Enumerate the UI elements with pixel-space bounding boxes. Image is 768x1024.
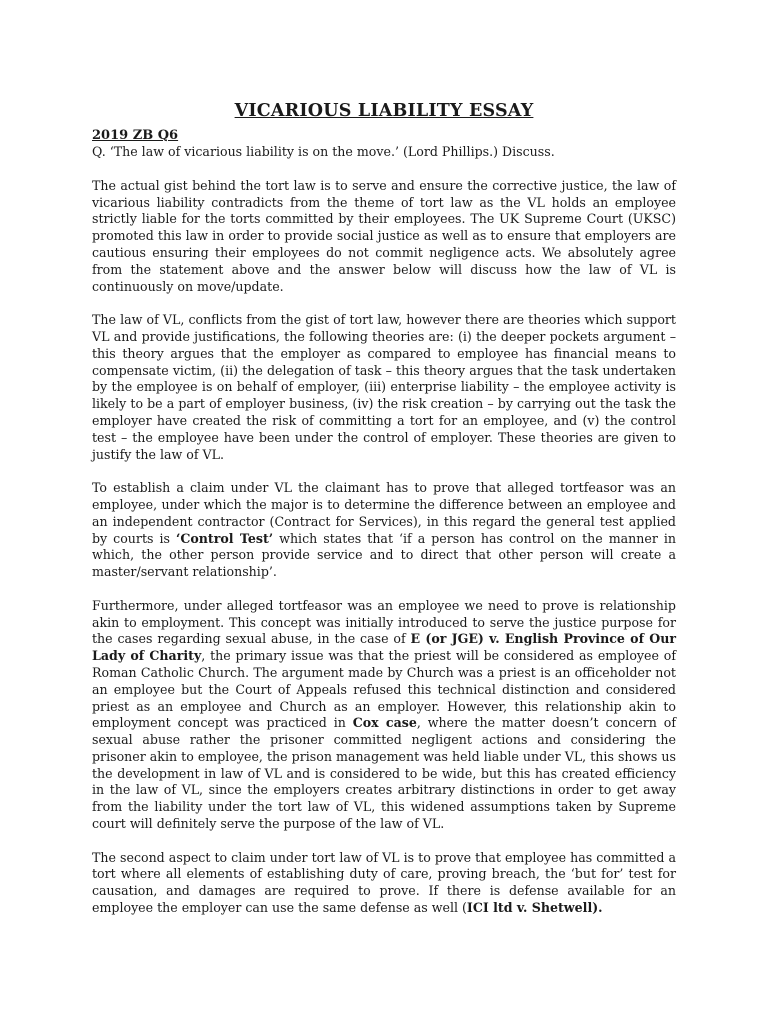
text-run: The actual gist behind the tort law is to serve and ensure the corrective justice, the law of vicarious liability contradicts from the theme of tort law as the VL holds an employee strictly liable for the torts committed by their employees. The UK Supreme Court (UKSC) promoted this law in order to provide social justice as well as to ensure that employers are cautious ensuring their employees do not commit negligence acts. We absolutely agree from the statement above and the answer below will discuss how the law of VL is continuously on move/update. <box>92 177 676 294</box>
paragraph-1 <box>92 178 676 296</box>
text-run: , where the matter doesn’t concern of sexual abuse rather the prisoner committed negligent actions and considering the prisoner akin to employee, the prison management was held liable under VL, this shows us the development in law of VL and is considered to be wide, but this has created efficiency in the law of VL, since the employers creates arbitrary distinctions in order to get away from the liability under the tort law of VL, this widened assumptions taken by Supreme court will definitely serve the purpose of the law of VL. <box>92 715 676 832</box>
text-run: , the primary issue was that the priest will be considered as employee of Roman Catholic Church. The argument made by Church was a priest is an officeholder not an employee but the Court of Appeals refused this technical distinction and considered priest as an employee and Church as an employer. However, this relationship akin to employment concept was practiced in <box>92 648 676 731</box>
text-run: The law of VL, conflicts from the gist of tort law, however there are theories which support VL and provide justifications, the following theories are: (i) the deeper pockets argument – this theory argues that the employer as compared to employee has financial means to compensate victim, (ii) the delegation of task – this theory argues that the task undertaken by the employee is on behalf of employer, (iii) enterprise liability – the employee activity is likely to be a part of employer business, (iv) the risk creation – by carrying out the task the employer have created the risk of committing a tort for an employee, and (v) the control test – the employee have been under the control of employer. These theories are given to justify the law of VL. <box>92 312 676 462</box>
text-run: which states that ‘if a person has control on the manner in which, the other person provide service and to direct that other person will create a master/servant relationship’. <box>92 530 676 580</box>
case-term-control-test: ‘Control Test’ <box>175 530 274 546</box>
document-title: VICARIOUS LIABILITY ESSAY <box>234 101 534 121</box>
paragraph-2 <box>92 312 676 463</box>
paragraph-3 <box>92 480 676 581</box>
case-name-jge: E (or JGE) v. English Province of Our Lady of Charity <box>92 631 677 664</box>
paragraph-4 <box>92 598 676 833</box>
text-run: To establish a claim under VL the claimant has to prove that alleged tortfeasor was an employee, under which the major is to determine the difference between an employee and an independent contractor (Contract for Services), in this regard the general test applied by courts is <box>92 480 676 546</box>
question-number: 2019 ZB Q6 <box>92 128 179 143</box>
paragraph-5 <box>92 850 676 917</box>
text-run: The second aspect to claim under tort law of VL is to prove that employee has committed a tort where all elements of establishing duty of care, proving breach, the ‘but for’ test for causation, and damages are required to prove. If there is defense available for an employee the employer can use the same defense as well ( <box>92 849 676 916</box>
case-name-ici: ICI ltd v. Shetwell). <box>466 900 603 916</box>
question-text: Q. ‘The law of vicarious liability is on the move.’ (Lord Phillips.) Discuss. <box>92 144 555 159</box>
text-run: Furthermore, under alleged tortfeasor was an employee we need to prove is relationship akin to employment. This concept was initially introduced to serve the justice purpose for the cases regarding sexual abuse, in the case of <box>92 597 676 647</box>
case-name-cox: Cox case <box>352 715 417 731</box>
